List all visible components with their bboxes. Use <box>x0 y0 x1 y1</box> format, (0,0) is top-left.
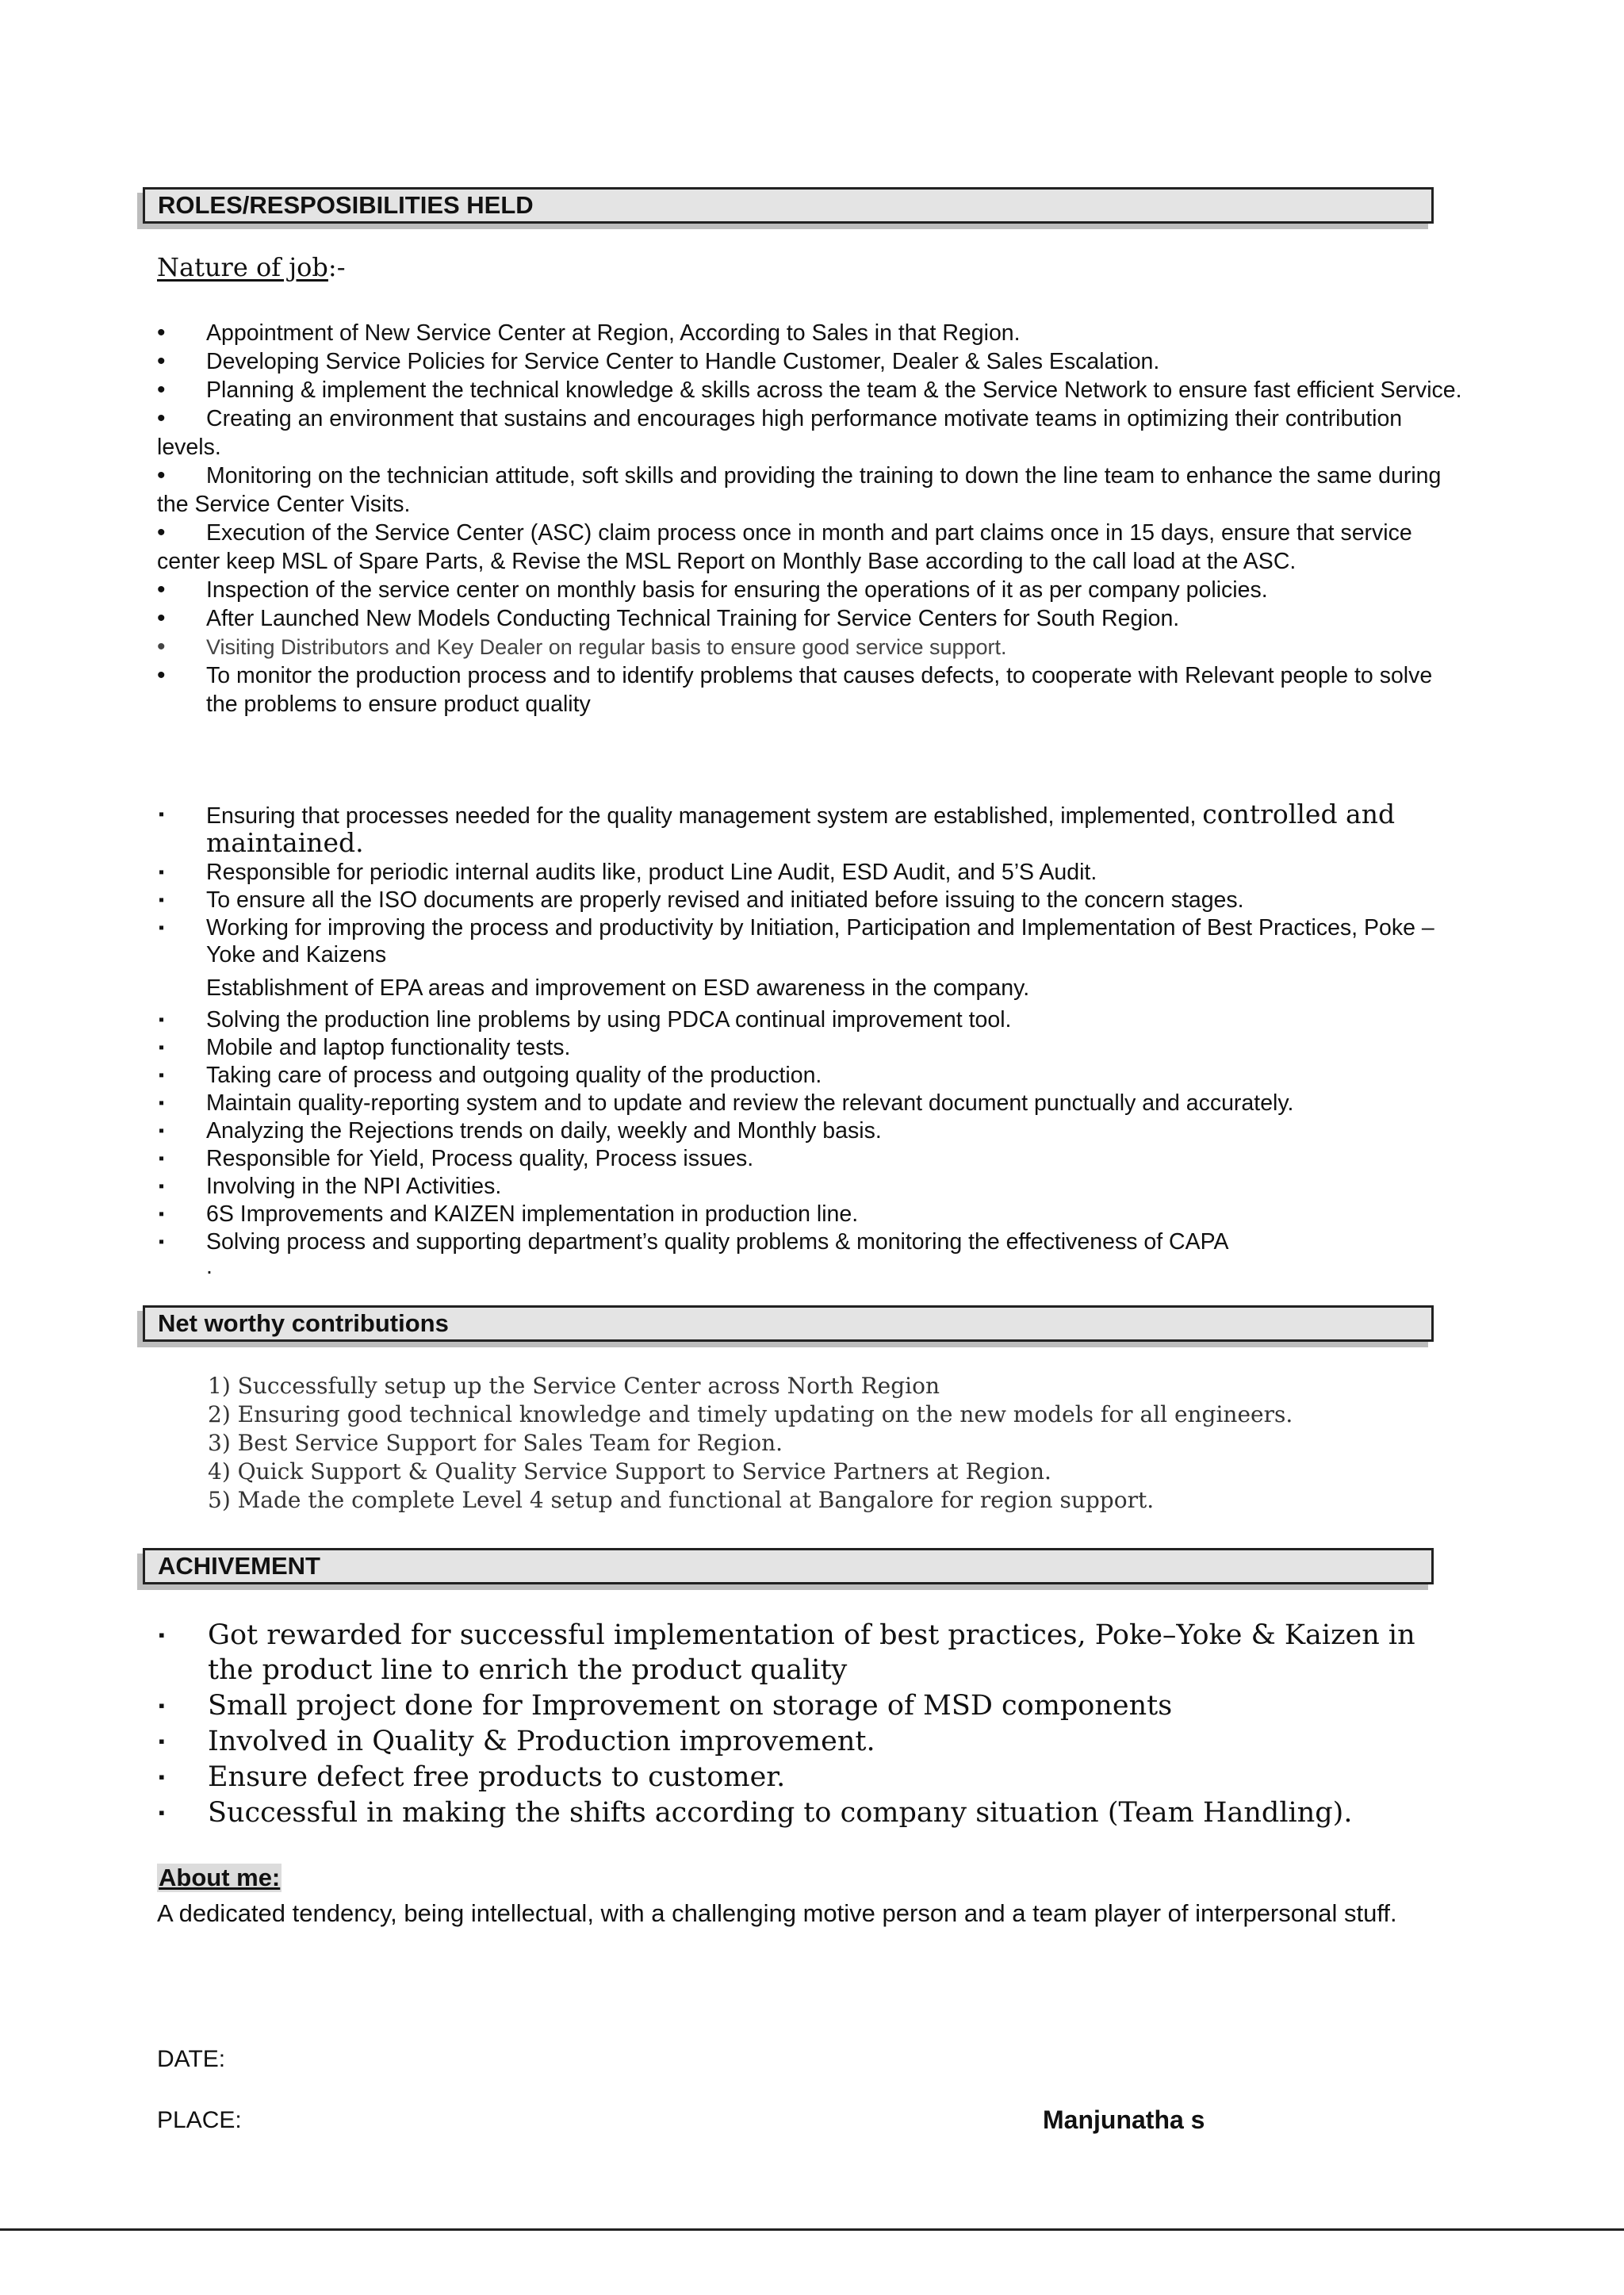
list-item <box>157 1760 1467 1795</box>
list-item <box>157 1618 1467 1688</box>
list-item <box>157 1173 1467 1200</box>
list-item-text: Solving the production line problems by using PDCA continual improvement tool. <box>206 1007 1012 1033</box>
list-item-text: Mobile and laptop functionality tests. <box>206 1035 571 1060</box>
list-item-text: Inspection of the service center on monthly basis for ensuring the operations of it as per company policies. <box>206 577 1268 603</box>
trailing-dot: . <box>206 1254 213 1279</box>
achievement-section-title: ACHIVEMENT <box>158 1552 320 1580</box>
nature-of-job-suffix: :- <box>327 252 346 282</box>
bullet-square: ▪ <box>159 919 165 937</box>
list-item <box>157 319 1467 347</box>
list-item-text: Establishment of EPA areas and improvement on ESD awareness in the company. <box>206 975 1030 1001</box>
list-item <box>157 519 1467 576</box>
roles-section-title: ROLES/RESPOSIBILITIES HELD <box>158 191 534 219</box>
bullet-square: ▪ <box>159 1011 165 1029</box>
list-item <box>157 1006 1467 1033</box>
list-item-text: Responsible for periodic internal audits like, product Line Audit, ESD Audit, and 5’S Audit. <box>206 860 1097 885</box>
list-item-text: Maintain quality-reporting system and to update and review the relevant document punctually and accurately. <box>206 1090 1294 1116</box>
list-item-text: Taking care of process and outgoing quality of the production. <box>206 1063 822 1088</box>
bullet-dot: • <box>157 634 166 660</box>
bullet-dot: • <box>157 662 166 688</box>
bullet-square: ▪ <box>159 1625 165 1645</box>
list-item-text: Involved in Quality & Production improvement. <box>208 1726 875 1757</box>
bullet-dot: • <box>157 320 166 346</box>
list-item-text: Successful in making the shifts according to company situation (Team Handling). <box>208 1797 1353 1829</box>
list-item-text: After Launched New Models Conducting Technical Training for Service Centers for South Region. <box>206 606 1180 631</box>
bullet-square: ▪ <box>159 1150 165 1167</box>
list-item-text: Appointment of New Service Center at Region, According to Sales in that Region. <box>206 320 1021 346</box>
list-item: 3) Best Service Support for Sales Team for Region. <box>208 1430 783 1456</box>
bullet-dot: • <box>157 405 166 431</box>
bullet-square: ▪ <box>159 1767 165 1787</box>
list-item <box>157 1090 1467 1117</box>
bullet-square: ▪ <box>159 1039 165 1056</box>
list-item-text-tail: controlled and maintained. <box>206 799 1396 858</box>
roles-primary-list <box>157 319 1467 718</box>
list-item-text: Execution of the Service Center (ASC) claim process once in month and part claims once in 15 days, ensure that service center keep MSL of Spare Parts, & Revise the MSL Report on Monthly Base according to the call load at the ASC. <box>157 520 1412 574</box>
bullet-square: ▪ <box>159 1205 165 1223</box>
bullet-square: ▪ <box>159 864 165 881</box>
bullet-square: ▪ <box>159 806 165 823</box>
list-item <box>157 404 1467 462</box>
list-item: 2) Ensuring good technical knowledge and timely updating on the new models for all engineers. <box>208 1401 1293 1427</box>
list-item-no-bullet <box>157 1256 1467 1277</box>
list-item <box>157 1688 1467 1723</box>
list-item-text: To monitor the production process and to identify problems that causes defects, to cooperate with Relevant people to solve the problems to ensure product quality <box>206 663 1433 717</box>
list-item <box>157 887 1467 914</box>
list-item <box>157 1062 1467 1089</box>
signature-name: Manjunatha s <box>1043 2105 1205 2134</box>
list-item <box>157 914 1467 968</box>
list-item-text: Working for improving the process and productivity by Initiation, Participation and Implementation of Best Practices, Poke – Yoke and Kaizens <box>206 915 1434 967</box>
list-item-text: Planning & implement the technical knowledge & skills across the team & the Service Network to ensure fast efficient Service. <box>206 377 1462 403</box>
contributions-list <box>208 1372 1293 1515</box>
list-item <box>157 376 1467 404</box>
about-me-heading: About me: <box>159 1864 281 1891</box>
list-item <box>157 1795 1467 1830</box>
list-item-text: Responsible for Yield, Process quality, Process issues. <box>206 1146 754 1171</box>
list-item-text: Ensuring that processes needed for the quality management system are established, implemented, <box>206 803 1203 829</box>
bullet-square: ▪ <box>159 1067 165 1084</box>
about-me-text: A dedicated tendency, being intellectual, with a challenging motive person and a team player of interpersonal stuff. <box>157 1899 1397 1927</box>
list-item-text: Developing Service Policies for Service Center to Handle Customer, Dealer & Sales Escalation. <box>206 349 1160 374</box>
contributions-section-header <box>143 1305 1434 1342</box>
bullet-dot: • <box>157 348 166 374</box>
page-bottom-rule <box>0 2228 1624 2231</box>
list-item-text: 6S Improvements and KAIZEN implementation in production line. <box>206 1201 859 1227</box>
list-item <box>157 462 1467 519</box>
bullet-dot: • <box>157 462 166 489</box>
list-item <box>157 859 1467 886</box>
list-item-text: Involving in the NPI Activities. <box>206 1174 502 1199</box>
list-item-no-bullet <box>157 975 1467 1002</box>
list-item <box>157 1228 1467 1255</box>
bullet-dot: • <box>157 377 166 403</box>
list-item <box>157 347 1467 376</box>
bullet-square: ▪ <box>159 1178 165 1195</box>
bullet-square: ▪ <box>159 1803 165 1822</box>
list-item-text: Solving process and supporting department’s quality problems & monitoring the effectiveness of CAPA <box>206 1229 1229 1255</box>
list-item-text: Visiting Distributors and Key Dealer on regular basis to ensure good service support. <box>206 635 1007 659</box>
list-item <box>157 1034 1467 1061</box>
list-item: 4) Quick Support & Quality Service Support to Service Partners at Region. <box>208 1458 1051 1485</box>
bullet-square: ▪ <box>159 891 165 909</box>
roles-secondary-list <box>157 801 1467 1278</box>
list-item <box>157 604 1467 633</box>
date-label: DATE: <box>157 2046 226 2072</box>
list-item <box>157 661 1467 718</box>
list-item-text: Analyzing the Rejections trends on daily, weekly and Monthly basis. <box>206 1118 882 1144</box>
list-item <box>157 1201 1467 1228</box>
list-item: 5) Made the complete Level 4 setup and functional at Bangalore for region support. <box>208 1487 1155 1513</box>
bullet-dot: • <box>157 605 166 631</box>
contributions-section-title: Net worthy contributions <box>158 1309 449 1337</box>
bullet-square: ▪ <box>159 1233 165 1251</box>
list-item <box>157 576 1467 604</box>
bullet-dot: • <box>157 519 166 546</box>
bullet-square: ▪ <box>159 1695 165 1715</box>
list-item <box>157 1117 1467 1144</box>
nature-of-job-label <box>157 252 346 282</box>
achievement-list <box>157 1618 1467 1831</box>
bullet-square: ▪ <box>159 1122 165 1140</box>
list-item <box>157 1145 1467 1172</box>
bullet-square: ▪ <box>159 1731 165 1751</box>
list-item: 1) Successfully setup up the Service Center across North Region <box>208 1373 940 1399</box>
list-item-text: Monitoring on the technician attitude, soft skills and providing the training to down the line team to enhance the same during the Service Center Visits. <box>157 463 1442 517</box>
list-item-text: To ensure all the ISO documents are properly revised and initiated before issuing to the concern stages. <box>206 887 1244 913</box>
place-label: PLACE: <box>157 2107 242 2133</box>
list-item <box>157 801 1467 858</box>
list-item-text: Creating an environment that sustains and encourages high performance motivate teams in optimizing their contribution levels. <box>157 406 1403 460</box>
list-item-text: Small project done for Improvement on storage of MSD components <box>208 1690 1173 1722</box>
achievement-section-header <box>143 1548 1434 1584</box>
bullet-square: ▪ <box>159 1094 165 1112</box>
nature-of-job-text: Nature of job <box>157 252 328 282</box>
list-item-text: Got rewarded for successful implementation of best practices, Poke–Yoke & Kaizen in the product line to enrich the product quality <box>208 1619 1415 1686</box>
list-item <box>157 633 1467 661</box>
list-item <box>157 1724 1467 1759</box>
list-item-text: Ensure defect free products to customer. <box>208 1761 786 1793</box>
bullet-dot: • <box>157 577 166 603</box>
roles-section-header <box>143 187 1434 224</box>
